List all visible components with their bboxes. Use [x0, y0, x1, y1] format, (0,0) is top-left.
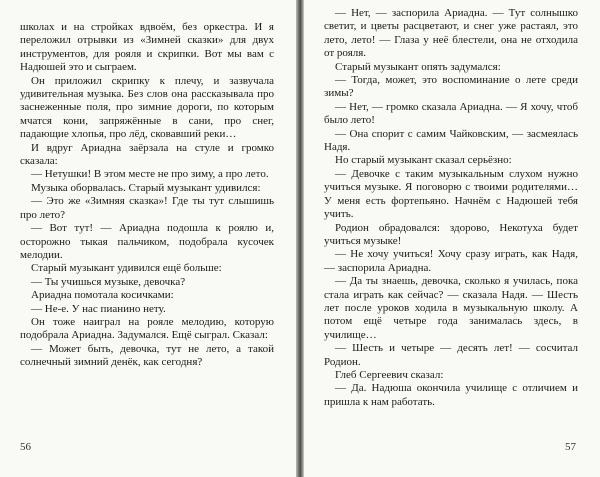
paragraph: — Вот тут! — Ариадна подошла к роялю и, осторожно тыкая пальчиком, подобрала кусочек мелодии.: [20, 222, 274, 261]
paragraph: — Да. Надюша окончила училище с отличием и пришла к нам работать.: [324, 382, 578, 408]
paragraph: — Да ты знаешь, девочка, сколько я училась, пока стала играть как сейчас? — сказала Надя. — Шесть лет после уроков ходила в музыкальную школу. А потом ещё четыре года занималась здесь, в училище…: [324, 275, 578, 341]
paragraph: Но старый музыкант сказал серьёзно:: [335, 154, 512, 167]
right-page-text: [324, 7, 578, 409]
paragraph: Старый музыкант опять задумался:: [335, 60, 501, 73]
paragraph: — Девочке с таким музыкальным слухом нужно учиться музыке. Я поговорю с твоими родителями… У меня есть фортепьяно. Начнём с Надюшей тебя учить.: [324, 167, 578, 221]
paragraph: — Нет, — громко сказала Ариадна. — Я хочу, чтоб было лето!: [324, 100, 578, 127]
paragraph: Он тоже наиграл на рояле мелодию, которую подобрала Ариадна. Задумался. Ещё сыграл. Сказал:: [20, 315, 274, 342]
page-number-right: 57: [565, 441, 576, 453]
paragraph: — Нет, — заспорила Ариадна. — Тут солнышко светит, и цветы расцветают, и снег уже растаял, это лето, лето! — Глаза у неё блестели, она не отходила от рояля.: [324, 7, 578, 60]
left-page: [0, 0, 296, 477]
paragraph: — Не хочу учиться! Хочу сразу играть, как Надя, — заспорила Ариадна.: [324, 248, 578, 274]
paragraph: Родион обрадовался: здорово, Некотуха будет учиться музыке!: [324, 221, 578, 247]
paragraph: — Ты учишься музыке, девочка?: [31, 275, 186, 288]
right-page: [304, 0, 600, 477]
paragraph: Ариадна помотала косичками:: [31, 289, 174, 302]
paragraph: — Не-е. У нас пианино нету.: [31, 302, 166, 315]
paragraph: — Она спорит с самим Чайковским, — засмеялась Надя.: [324, 127, 578, 154]
paragraph: Старый музыкант удивился ещё больше:: [31, 262, 222, 275]
book-gutter: [296, 0, 304, 477]
paragraph: Глеб Сергеевич сказал:: [335, 368, 444, 381]
paragraph: Музыка оборвалась. Старый музыкант удивился:: [31, 181, 261, 194]
paragraph: Он приложил скрипку к плечу, и зазвучала удивительная музыка. Без слов она рассказывала про заснеженные поля, про зимние дороги, по которым мчатся кони, запряжённые в сани, про снег, падающие хлопья, про лёд, сковавший реки…: [20, 74, 274, 141]
page-number-left: 56: [20, 441, 31, 453]
paragraph: — Это же «Зимняя сказка»! Где ты тут слышишь про лето?: [20, 195, 274, 221]
paragraph: школах и на стройках вдвоём, без оркестра. И я переложил отрывки из «Зимней сказки» для двух инструментов, для рояля и скрипки. Вот мы вам с Надюшей это и сыграем.: [20, 21, 274, 74]
paragraph: — Шесть и четыре — десять лет! — сосчитал Родион.: [324, 342, 578, 368]
left-page-text: [20, 21, 274, 370]
paragraph: И вдруг Ариадна заёрзала на стуле и громко сказала:: [20, 141, 274, 168]
paragraph: — Может быть, девочка, тут не лето, а такой солнечный зимний денёк, как сегодня?: [20, 342, 274, 369]
paragraph: — Тогда, может, это воспоминание о лете среди зимы?: [324, 74, 578, 100]
paragraph: — Нетушки! В этом месте не про зиму, а про лето.: [31, 168, 269, 181]
